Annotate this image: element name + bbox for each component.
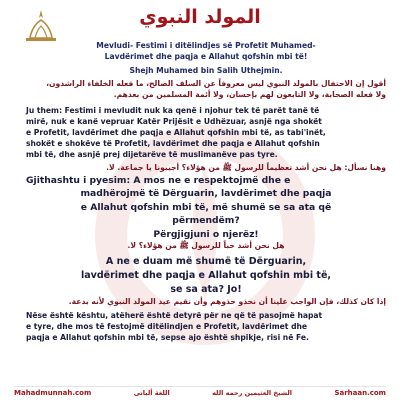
footer-sheikh: الشيخ العثيمين رحمه الله [212,389,293,397]
paragraph-line: mbi të, dhe asnjë prej dijetarëve të muslimanëve pas tyre. [26,150,278,159]
footer-site-right[interactable]: Sarhaan.com [334,389,386,397]
paragraph-line: e Profetit, lavdërimet dhe paqja e Allahut qofshin mbi të, as tabi'inët, [26,128,326,137]
paragraph-1 [26,105,386,160]
paragraph-line: lavdërimet dhe paqja e Allahut qofshin mbi të, [81,269,331,281]
paragraph-line: madhërojmë të Dërguarin, lavdërimet dhe paqja [80,188,332,199]
page-footer [14,386,386,399]
paragraph-line: Përgjigjuni o njerëz! [153,228,259,240]
paragraph-3 [26,255,386,297]
paragraph-line: se sa ata? Jo! [170,283,242,295]
paragraph-line: Nëse është kështu, atëherë është detyrë për ne që të pasojmë hapat [26,311,323,320]
article-body [26,40,386,343]
footer-language: اللغة ألبانى [133,389,170,397]
page-title: المولد النبوي [139,6,261,28]
arabic-conclusion: إذا كان كذلك، فإن الواجب علينا أن نحذو حذوهم وأن نقيم عيد المولد النبوي لأنه بدعة. [68,296,386,306]
paragraph-line: A ne e duam më shumë të Dërguarin, [105,255,307,267]
arabic-question-2: هل نحن أشد حباً للرسول ﷺ من هؤلاء؟ لا. [127,241,285,250]
paragraph-line: Gjithashtu i pyesim: A mos ne e respektojmë dhe e [26,174,291,186]
paragraph-line: shokët e shokëve të Profetit, lavdërimet dhe paqja e Allahut qofshin [26,139,320,148]
arabic-intro-line-2: ولا فعله الصحابة، ولا التابعون لهم بإحسان، ولا أئمة المسلمين من بعدهم. [113,89,386,99]
paragraph-2 [26,174,386,242]
arabic-question-1: وهنا نسأل: هل نحن أشد تعظيماً للرسول ﷺ من هؤلاء؟ أجيبونا يا جماعة. لا. [106,163,386,172]
paragraph-line: paqja e Allahut qofshin mbi të, sepse ajo është shpikje, risi në Fe. [26,333,309,342]
arabic-intro-line-1: أقول إن الاحتفال بالمولد النبوي ليس معروفاً عن السلف الصالح، ما فعله الخلفاء الراشدون، [46,79,386,88]
paragraph-line: e Allahut qofshin mbi të, më shumë se sa ata që [80,201,332,213]
paragraph-line: mirë, nuk e kanë vepruar Katër Prijësit e Udhëzuar, asnjë nga shokët [26,117,322,126]
subtitle-line-2: Lavdërimet dhe paqja e Allahut qofshin mbi të! [104,52,308,61]
paragraph-line: Ju them: Festimi i mevludit nuk ka qenë i njohur tek të parët tanë të [26,106,320,115]
paragraph-4 [26,310,386,343]
paragraph-line: e tyre, dhe mos të festojmë ditëlindjen e Profetit, lavdërimet dhe [26,322,308,331]
author-line: Shejh Muhamed bin Salih Uthejmin. [129,66,283,75]
footer-site-left[interactable]: Mahadmunnah.com [14,389,92,397]
subtitle-line-1: Mevludi- Festimi i ditëlindjes së Profetit Muhamed- [96,41,316,50]
paragraph-line: përmendëm? [172,215,240,226]
